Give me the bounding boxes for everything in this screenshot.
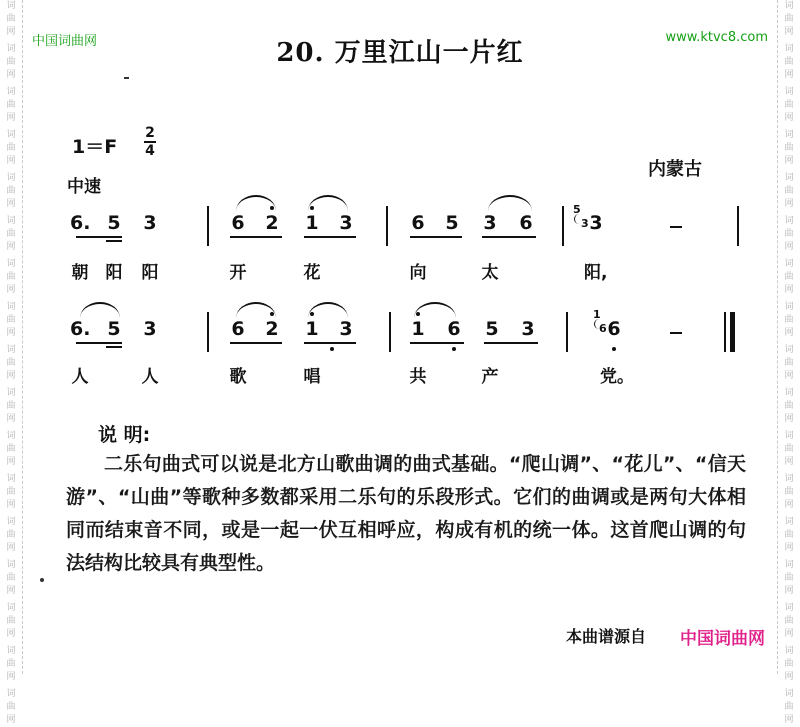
eighth-underline: [482, 236, 536, 238]
side-watermark-char: 网: [6, 414, 16, 424]
barline: [207, 312, 209, 352]
side-watermark-char: 网: [784, 629, 794, 639]
side-watermark-char: 网: [6, 242, 16, 252]
notes-paragraph: 二乐句曲式可以说是北方山歌曲调的曲式基础。“爬山调”、“花儿”、“信天游”、“山曲”等歌种多数都采用二乐句的乐段形式。它们的曲调或是两句大体相同而结束音不同，或是一起一伏互相呼应，构成有机的统一体。这首爬山调的句法结构比较具有典型性。: [66, 453, 746, 574]
footer-source-label: 本曲谱源自: [566, 627, 647, 646]
side-watermark-char: 词: [784, 87, 794, 97]
eighth-underline: [410, 236, 462, 238]
tempo-marking: 中速: [67, 177, 101, 197]
eighth-underline: [304, 342, 356, 344]
note: 1: [305, 318, 319, 340]
side-watermark-char: 词: [6, 517, 16, 527]
note: 2: [265, 212, 279, 234]
sustain-dash: [670, 332, 682, 334]
lyric: 产: [481, 367, 499, 387]
side-watermark-char: 网: [784, 500, 794, 510]
side-watermark-char: 网: [784, 156, 794, 166]
sixteenth-underline: [106, 346, 122, 348]
barline: [737, 206, 739, 246]
side-watermark-char: 网: [784, 371, 794, 381]
notes-body: [66, 448, 746, 580]
side-watermark-char: 曲: [784, 530, 794, 540]
side-watermark-char: 网: [6, 629, 16, 639]
side-watermark-char: 网: [6, 328, 16, 338]
low-octave-dot: [452, 347, 456, 351]
grace-note-bottom: 6: [599, 322, 607, 335]
side-watermark-char: 网: [784, 457, 794, 467]
side-watermark-char: 网: [6, 672, 16, 682]
grace-note-top: 1: [593, 308, 601, 321]
side-watermark-char: 词: [6, 173, 16, 183]
time-signature-bottom: 4: [145, 143, 155, 159]
grace-arc: [574, 214, 581, 224]
side-watermark-char: 网: [784, 543, 794, 553]
side-watermark-char: 曲: [784, 229, 794, 239]
side-watermark-char: 曲: [6, 315, 16, 325]
side-watermark-char: 曲: [784, 358, 794, 368]
note: 3: [339, 212, 353, 234]
side-watermark-char: 曲: [6, 358, 16, 368]
side-watermark-char: 词: [784, 345, 794, 355]
lyric: 党。: [600, 367, 634, 387]
side-watermark-char: 曲: [6, 57, 16, 67]
eighth-underline: [76, 236, 122, 238]
side-watermark-char: 词: [6, 603, 16, 613]
side-watermark-char: 词: [6, 130, 16, 140]
side-watermark-char: 曲: [6, 100, 16, 110]
eighth-underline: [76, 342, 122, 344]
note: 3: [589, 212, 603, 234]
side-watermark-char: 曲: [6, 444, 16, 454]
side-watermark-char: 曲: [784, 659, 794, 669]
note: 2: [265, 318, 279, 340]
side-watermark-char: 词: [6, 431, 16, 441]
side-watermark-char: 网: [6, 543, 16, 553]
slur: [80, 302, 120, 318]
side-watermark-char: 网: [6, 500, 16, 510]
side-watermark-char: 网: [6, 70, 16, 80]
side-watermark-char: 词: [784, 603, 794, 613]
side-watermark-char: 曲: [6, 616, 16, 626]
note: 3: [339, 318, 353, 340]
note: 5: [445, 212, 459, 234]
low-octave-dot: [612, 347, 616, 351]
side-watermark-char: 曲: [784, 487, 794, 497]
side-watermark-char: 词: [784, 259, 794, 269]
side-watermark-char: 网: [6, 586, 16, 596]
side-watermark-char: 网: [784, 113, 794, 123]
side-watermark-char: 词: [784, 1, 794, 11]
note: 3: [521, 318, 535, 340]
side-watermark-char: 词: [784, 560, 794, 570]
side-watermark-char: 网: [6, 457, 16, 467]
side-watermark-char: 网: [6, 199, 16, 209]
site-name-watermark: 中国词曲网: [32, 34, 98, 49]
side-watermark-char: 曲: [6, 186, 16, 196]
side-watermark-char: 网: [784, 27, 794, 37]
eighth-underline: [484, 342, 538, 344]
side-watermark-char: 词: [784, 216, 794, 226]
side-watermark-char: 网: [6, 371, 16, 381]
region-label: 内蒙古: [648, 159, 702, 180]
side-watermark-char: 曲: [6, 401, 16, 411]
eighth-underline: [230, 342, 282, 344]
side-watermark-char: 曲: [784, 14, 794, 24]
high-octave-dot: [270, 206, 274, 210]
note: 5: [107, 212, 121, 234]
side-watermark-char: 曲: [6, 487, 16, 497]
note: 6: [447, 318, 461, 340]
side-watermark-char: 网: [784, 199, 794, 209]
side-watermark-char: 曲: [784, 702, 794, 712]
side-watermark-char: 词: [6, 560, 16, 570]
side-watermark-char: 词: [784, 689, 794, 699]
side-watermark-char: 词: [6, 87, 16, 97]
side-watermark-char: 词: [784, 517, 794, 527]
lyric: 人: [71, 367, 89, 387]
side-watermark-char: 曲: [784, 573, 794, 583]
scan-speck: [124, 77, 129, 79]
high-octave-dot: [310, 206, 314, 210]
barline: [562, 206, 564, 246]
side-watermark-char: 词: [784, 646, 794, 656]
side-watermark-char: 词: [784, 44, 794, 54]
side-watermark-char: 词: [6, 388, 16, 398]
time-signature-top: 2: [145, 125, 155, 141]
barline: [566, 312, 568, 352]
side-watermark-char: 曲: [6, 229, 16, 239]
side-watermark-char: 网: [784, 328, 794, 338]
side-watermark-char: 曲: [784, 143, 794, 153]
barline: [389, 312, 391, 352]
side-watermark-char: 曲: [6, 573, 16, 583]
notes-heading: 说 明:: [98, 424, 151, 446]
lyric: 阳: [105, 263, 123, 283]
side-watermark-char: 网: [784, 586, 794, 596]
key-signature: 1＝F: [72, 136, 118, 158]
lyric: 阳,: [584, 263, 608, 283]
side-watermark-char: 词: [784, 474, 794, 484]
footer-site-link[interactable]: 中国词曲网: [680, 629, 765, 649]
side-watermark-char: 词: [784, 388, 794, 398]
side-watermark-char: 网: [784, 242, 794, 252]
song-title: 20. 万里江山一片红: [276, 38, 524, 68]
side-watermark-char: 词: [6, 302, 16, 312]
side-watermark-char: 网: [6, 113, 16, 123]
note: 5: [485, 318, 499, 340]
side-watermark-char: 词: [6, 689, 16, 699]
lyric: 太: [481, 263, 499, 283]
side-watermark-char: 曲: [6, 702, 16, 712]
eighth-underline: [304, 236, 356, 238]
slur: [414, 302, 456, 318]
lyric: 歌: [229, 367, 247, 387]
note: 6: [519, 212, 533, 234]
lyric: 共: [409, 367, 427, 387]
eighth-underline: [410, 342, 464, 344]
grace-note-bottom: 3: [581, 217, 589, 230]
note: 6: [231, 212, 245, 234]
side-watermark-char: 曲: [784, 444, 794, 454]
side-watermark-char: 词: [784, 302, 794, 312]
side-watermark-char: 曲: [784, 315, 794, 325]
left-watermark-strip: [0, 0, 23, 725]
side-watermark-char: 曲: [784, 272, 794, 282]
barline: [207, 206, 209, 246]
side-watermark-char: 曲: [6, 272, 16, 282]
side-watermark-char: 曲: [6, 143, 16, 153]
eighth-underline: [230, 236, 282, 238]
side-watermark-char: 词: [6, 216, 16, 226]
high-octave-dot: [416, 312, 420, 316]
side-watermark-char: 词: [6, 345, 16, 355]
side-watermark-char: 网: [6, 715, 16, 725]
sustain-dash: [670, 226, 682, 228]
lyric: 花: [303, 263, 321, 283]
lyric: 唱: [303, 367, 321, 387]
side-watermark-char: 词: [6, 1, 16, 11]
lyric: 开: [229, 263, 247, 283]
side-watermark-char: 曲: [6, 14, 16, 24]
side-watermark-char: 网: [784, 285, 794, 295]
side-watermark-char: 网: [6, 27, 16, 37]
slur: [308, 302, 348, 318]
note: 1: [411, 318, 425, 340]
note: 3: [143, 212, 157, 234]
side-watermark-char: 网: [784, 672, 794, 682]
side-watermark-char: 词: [6, 474, 16, 484]
note: 6: [231, 318, 245, 340]
slur: [488, 195, 532, 211]
lyric: 向: [409, 263, 427, 283]
final-barline-thick: [730, 312, 735, 352]
note: 6.: [70, 212, 91, 234]
side-watermark-char: 曲: [784, 616, 794, 626]
side-watermark-char: 网: [6, 285, 16, 295]
side-watermark-char: 曲: [6, 659, 16, 669]
side-watermark-char: 曲: [6, 530, 16, 540]
side-watermark-char: 曲: [784, 57, 794, 67]
time-signature: [143, 126, 157, 158]
side-watermark-char: 词: [6, 44, 16, 54]
sixteenth-underline: [106, 240, 122, 242]
site-url-watermark: www.ktvc8.com: [665, 30, 768, 45]
note: 6: [607, 318, 621, 340]
side-watermark-char: 词: [784, 431, 794, 441]
side-watermark-char: 词: [6, 259, 16, 269]
note: 6: [411, 212, 425, 234]
scan-speck: [330, 347, 334, 351]
final-barline-thin: [724, 312, 726, 352]
side-watermark-char: 词: [784, 173, 794, 183]
side-watermark-char: 曲: [784, 100, 794, 110]
scan-speck: [40, 578, 44, 582]
note: 1: [305, 212, 319, 234]
side-watermark-char: 网: [784, 715, 794, 725]
barline: [386, 206, 388, 246]
high-octave-dot: [270, 312, 274, 316]
side-watermark-char: 词: [784, 130, 794, 140]
side-watermark-char: 词: [6, 646, 16, 656]
note: 6.: [70, 318, 91, 340]
side-watermark-char: 曲: [784, 401, 794, 411]
right-watermark-strip: [777, 0, 800, 725]
grace-note-top: 5: [573, 203, 581, 216]
side-watermark-char: 网: [6, 156, 16, 166]
side-watermark-char: 网: [784, 70, 794, 80]
side-watermark-char: 曲: [784, 186, 794, 196]
lyric: 人: [141, 367, 159, 387]
lyric: 阳: [141, 263, 159, 283]
note: 3: [143, 318, 157, 340]
lyric: 朝: [71, 263, 89, 283]
note: 3: [483, 212, 497, 234]
high-octave-dot: [310, 312, 314, 316]
note: 5: [107, 318, 121, 340]
slur: [308, 195, 348, 211]
side-watermark-char: 网: [784, 414, 794, 424]
